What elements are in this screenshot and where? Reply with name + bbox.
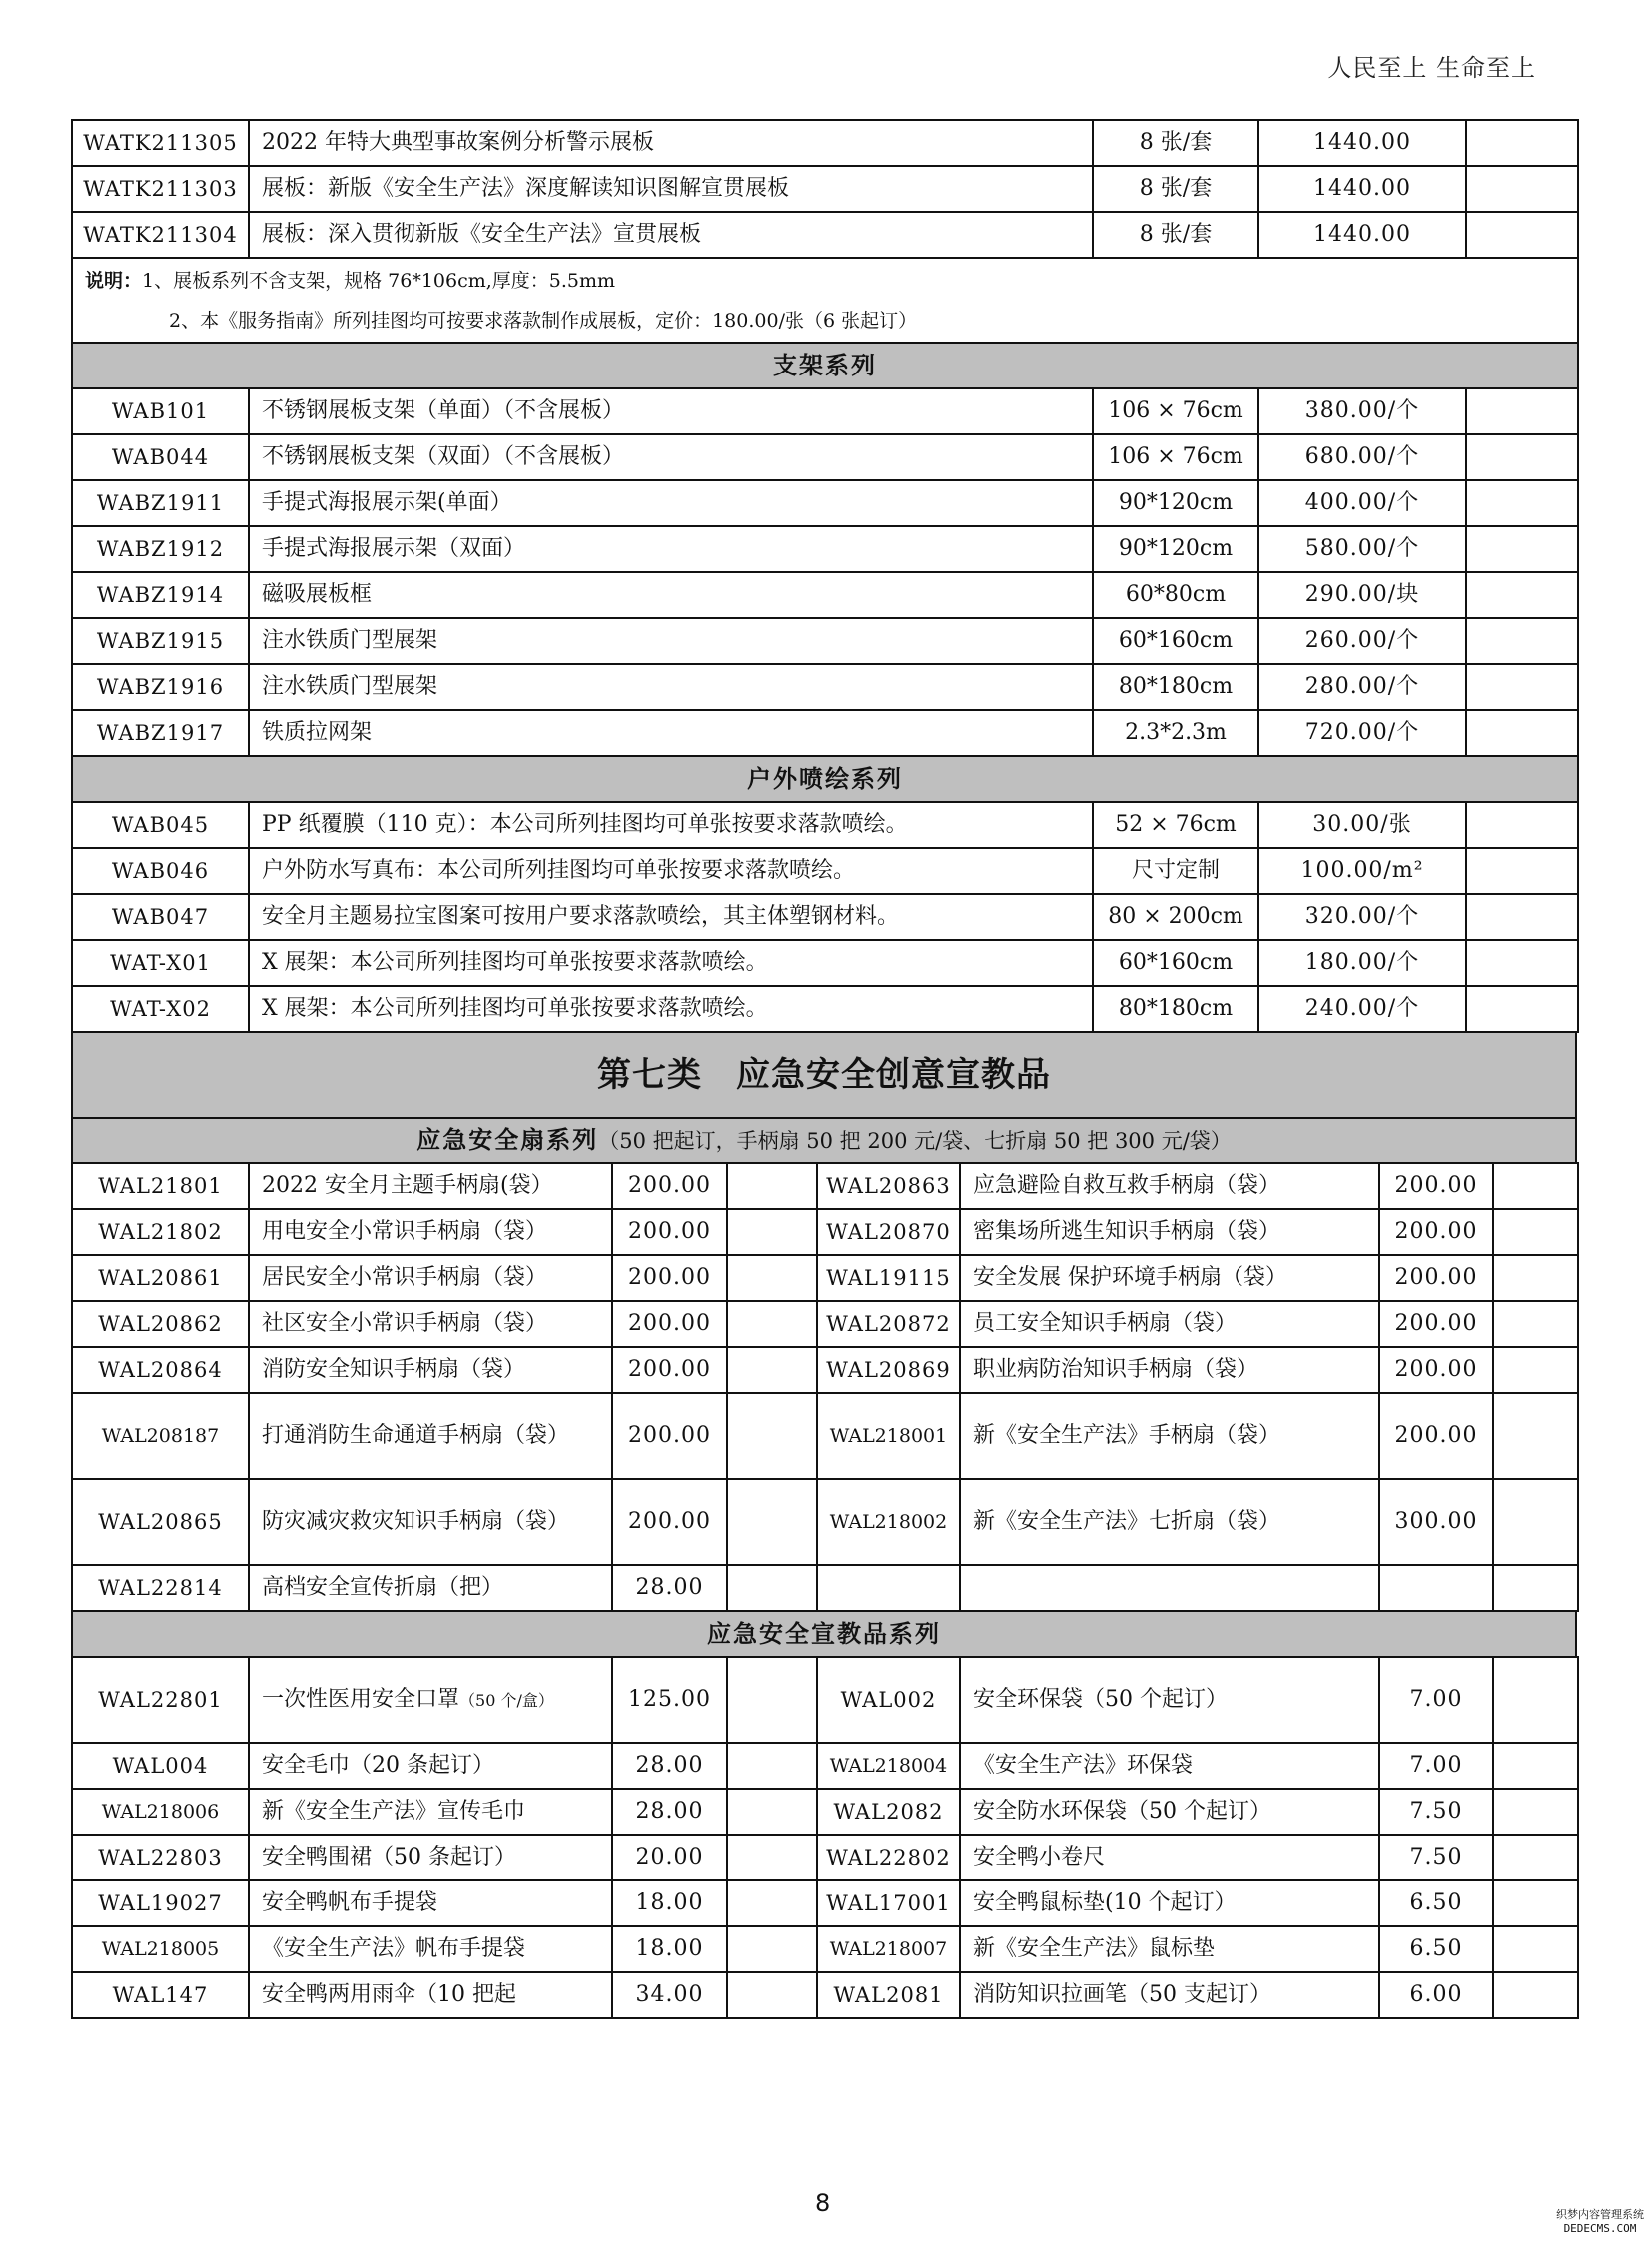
item-name [249,1393,612,1479]
item-name [249,1209,612,1255]
empty-cell [1379,1565,1493,1611]
item-code: WAL17001 [817,1880,960,1926]
empty-cell [1466,848,1578,894]
item-code: WAL20862 [72,1301,249,1347]
item-spec: 106 × 76cm [1093,434,1258,480]
item-price: 200.00 [612,1301,727,1347]
item-spec: 尺寸定制 [1093,848,1258,894]
notes-label: 说明： [85,269,143,292]
item-spec: 80*180cm [1093,986,1258,1032]
item-name-text: 职业病防治知识手柄扇（袋） [973,1357,1259,1382]
empty-cell [1493,1255,1578,1301]
table-row [72,618,1578,664]
section-title: 支架系列 [72,343,1578,388]
item-name-text: 《安全生产法》帆布手提袋 [262,1936,526,1961]
edu-table [71,1656,1579,2019]
item-spec: 80*180cm [1093,664,1258,710]
empty-cell [1493,1163,1578,1209]
section-header-fans [72,1118,1576,1163]
item-spec: 8 张/套 [1093,120,1258,166]
item-name: 展板：深入贯彻新版《安全生产法》宣贯展板 [249,212,1093,258]
item-name-text: 2022 安全月主题手柄扇(袋） [262,1173,553,1198]
empty-cell [1466,986,1578,1032]
item-price: 580.00/个 [1258,526,1466,572]
watermark-line-2: DEDECMS.COM [1563,2222,1637,2235]
item-name: 磁吸展板框 [249,572,1093,618]
notes-line-2: 2、本《服务指南》所列挂图均可按要求落款制作成展板，定价：180.00/张（6 张起订） [169,309,918,332]
item-name [960,1972,1379,2018]
item-name [249,1301,612,1347]
empty-cell [1466,572,1578,618]
item-price: 320.00/个 [1258,894,1466,940]
empty-cell [1493,1565,1578,1611]
item-name: 注水铁质门型展架 [249,618,1093,664]
empty-cell [1493,1301,1578,1347]
item-name [249,1479,612,1565]
item-name-text: 新《安全生产法》宣传毛巾 [262,1799,526,1824]
empty-cell [1493,1835,1578,1880]
item-code: WAL20872 [817,1301,960,1347]
section-title: 户外喷绘系列 [72,756,1578,802]
empty-cell [1493,1209,1578,1255]
item-spec: 60*80cm [1093,572,1258,618]
notes-cell [72,258,1578,343]
table-row [72,940,1578,986]
empty-cell [727,1789,817,1835]
empty-cell [1493,1880,1578,1926]
empty-cell [727,1835,817,1880]
item-name [960,1835,1379,1880]
table-row [72,1163,1578,1209]
item-code: WATK211305 [72,120,249,166]
watermark-logo [1550,2207,1650,2237]
item-name [960,1301,1379,1347]
item-code: WABZ1917 [72,710,249,756]
item-price: 7.00 [1379,1743,1493,1789]
item-code: WAL218006 [72,1789,249,1835]
item-name [960,1393,1379,1479]
empty-cell [1466,710,1578,756]
item-name: 展板：新版《安全生产法》深度解读知识图解宣贯展板 [249,166,1093,212]
item-name [249,1926,612,1972]
item-name [960,1657,1379,1743]
empty-cell [727,1301,817,1347]
table-row [72,1209,1578,1255]
item-price: 260.00/个 [1258,618,1466,664]
item-price: 200.00 [1379,1209,1493,1255]
item-code: WAT-X02 [72,986,249,1032]
item-name: 手提式海报展示架（双面） [249,526,1093,572]
item-code: WABZ1912 [72,526,249,572]
price-list [71,119,1577,2019]
item-name-text: 安全鸭两用雨伞（10 把起 [262,1982,516,2007]
table-row [72,1972,1578,2018]
empty-cell [1493,1479,1578,1565]
item-price: 7.50 [1379,1789,1493,1835]
table-row [72,1565,1578,1611]
item-code: WAL20870 [817,1209,960,1255]
item-code: WAL22803 [72,1835,249,1880]
item-name: 注水铁质门型展架 [249,664,1093,710]
edu-header-table [71,1610,1577,1658]
item-code: WAL20861 [72,1255,249,1301]
table-row [72,120,1578,166]
empty-cell [1493,1926,1578,1972]
item-price: 1440.00 [1258,166,1466,212]
notes-line-1: 1、展板系列不含支架，规格 76*106cm,厚度：5.5mm [142,269,616,292]
table-row [72,1479,1578,1565]
item-code: WAB045 [72,802,249,848]
item-name: 铁质拉网架 [249,710,1093,756]
section-title-cell [72,1118,1576,1163]
empty-cell [727,1393,817,1479]
watermark-line-1: 织梦内容管理系统 [1556,2208,1644,2221]
empty-cell [727,1657,817,1743]
item-code: WAL2081 [817,1972,960,2018]
item-name-text: 安全鸭鼠标垫(10 个起订） [973,1890,1237,1915]
table-row [72,434,1578,480]
item-code: WAL20865 [72,1479,249,1565]
table-row [72,1743,1578,1789]
item-name [960,1926,1379,1972]
empty-cell [727,1209,817,1255]
item-name [960,1743,1379,1789]
item-name-text: 新《安全生产法》鼠标垫 [973,1936,1216,1961]
item-code: WAB101 [72,388,249,434]
item-name [249,1743,612,1789]
table-row [72,572,1578,618]
item-code: WAL2082 [817,1789,960,1835]
table-row [72,710,1578,756]
table-row [72,166,1578,212]
empty-cell [727,1565,817,1611]
empty-cell [727,1255,817,1301]
item-code: WAB044 [72,434,249,480]
table-row [72,664,1578,710]
empty-cell [1466,526,1578,572]
item-name: X 展架：本公司所列挂图均可单张按要求落款喷绘。 [249,940,1093,986]
item-price: 28.00 [612,1743,727,1789]
empty-cell [1466,120,1578,166]
item-name-text: 新《安全生产法》七折扇（袋） [973,1509,1281,1534]
item-spec: 106 × 76cm [1093,388,1258,434]
item-name-text: 应急避险自救互救手柄扇（袋） [973,1173,1281,1198]
empty-cell [1493,1657,1578,1743]
item-price: 6.50 [1379,1880,1493,1926]
item-name [960,1209,1379,1255]
item-code: WABZ1911 [72,480,249,526]
section-header-edu [72,1611,1576,1657]
item-price: 240.00/个 [1258,986,1466,1032]
item-price: 20.00 [612,1835,727,1880]
item-price: 400.00/个 [1258,480,1466,526]
item-code: WABZ1914 [72,572,249,618]
item-code: WAL218002 [817,1479,960,1565]
section-header-stands [72,343,1578,388]
item-note: （50 个/盒） [459,1690,554,1710]
item-code: WAL19115 [817,1255,960,1301]
table-row [72,986,1578,1032]
item-name [249,1972,612,2018]
item-name [249,1347,612,1393]
table-row [72,480,1578,526]
item-name-text: 安全鸭围裙（50 条起订） [262,1845,516,1869]
item-price: 7.50 [1379,1835,1493,1880]
table-row [72,1347,1578,1393]
item-name-text: 安全防水环保袋（50 个起订） [973,1799,1271,1824]
item-name: X 展架：本公司所列挂图均可单张按要求落款喷绘。 [249,986,1093,1032]
empty-cell [1493,1347,1578,1393]
item-spec: 90*120cm [1093,480,1258,526]
item-price: 200.00 [612,1347,727,1393]
item-code: WATK211303 [72,166,249,212]
item-price: 1440.00 [1258,120,1466,166]
table-row [72,1393,1578,1479]
item-code: WAL20863 [817,1163,960,1209]
item-price: 680.00/个 [1258,434,1466,480]
item-code: WAL22801 [72,1657,249,1743]
item-price: 7.00 [1379,1657,1493,1743]
item-price: 200.00 [612,1255,727,1301]
item-name-text: 消防安全知识手柄扇（袋） [262,1357,526,1382]
item-price: 200.00 [612,1163,727,1209]
item-price: 100.00/m² [1258,848,1466,894]
section-subtitle: （50 把起订，手柄扇 50 把 200 元/袋、七折扇 50 把 300 元/袋） [598,1128,1232,1153]
item-name-text: 员工安全知识手柄扇（袋） [973,1311,1238,1336]
item-price: 200.00 [612,1479,727,1565]
fans-table [71,1162,1579,1612]
item-name-text: 用电安全小常识手柄扇（袋） [262,1219,548,1244]
item-code: WABZ1916 [72,664,249,710]
section-title: 应急安全扇系列 [416,1124,599,1154]
empty-cell [1466,802,1578,848]
item-name [960,1163,1379,1209]
item-price: 34.00 [612,1972,727,2018]
item-name-text: 安全环保袋（50 个起订） [973,1687,1228,1712]
item-name [249,1789,612,1835]
item-price: 200.00 [1379,1163,1493,1209]
empty-cell [1466,388,1578,434]
table-row [72,526,1578,572]
item-spec: 60*160cm [1093,618,1258,664]
item-name-text: 社区安全小常识手柄扇（袋） [262,1311,548,1336]
item-price: 720.00/个 [1258,710,1466,756]
item-code: WAL147 [72,1972,249,2018]
item-price: 200.00 [612,1209,727,1255]
item-price: 6.00 [1379,1972,1493,2018]
item-name: 2022 年特大典型事故案例分析警示展板 [249,120,1093,166]
item-name: 户外防水写真布：本公司所列挂图均可单张按要求落款喷绘。 [249,848,1093,894]
item-code: WAT-X01 [72,940,249,986]
item-name-text: 密集场所逃生知识手柄扇（袋） [973,1219,1281,1244]
table-row [72,894,1578,940]
item-name-text: 安全鸭帆布手提袋 [262,1890,438,1915]
empty-cell [727,1163,817,1209]
item-name [960,1347,1379,1393]
item-code: WAL22802 [817,1835,960,1880]
table-row [72,1880,1578,1926]
item-code: WAL22814 [72,1565,249,1611]
item-name-text: 防灾减灾救灾知识手柄扇（袋） [262,1509,570,1534]
item-price: 200.00 [1379,1301,1493,1347]
item-code: WAL19027 [72,1880,249,1926]
item-name-text: 打通消防生命通道手柄扇（袋） [262,1423,570,1448]
item-price: 6.50 [1379,1926,1493,1972]
item-name [249,1657,612,1743]
item-name-text: 安全发展 保护环境手柄扇（袋） [973,1265,1287,1290]
category-number: 第七类 [597,1055,702,1095]
empty-cell [727,1926,817,1972]
item-name-text: 《安全生产法》环保袋 [973,1753,1194,1778]
notes-row [72,258,1578,343]
empty-cell [727,1347,817,1393]
empty-cell [1466,940,1578,986]
empty-cell [1493,1743,1578,1789]
item-code: WAL218004 [817,1743,960,1789]
item-price: 280.00/个 [1258,664,1466,710]
item-name-text: 安全鸭小卷尺 [973,1845,1106,1869]
category-title [72,1032,1576,1118]
item-price: 200.00 [612,1393,727,1479]
table-row [72,1657,1578,1743]
table-row [72,1301,1578,1347]
item-name-text: 安全毛巾（20 条起订） [262,1753,494,1778]
item-code: WATK211304 [72,212,249,258]
table-row [72,1255,1578,1301]
item-price: 290.00/块 [1258,572,1466,618]
item-price: 300.00 [1379,1479,1493,1565]
table-row [72,1926,1578,1972]
item-name-text: 高档安全宣传折扇（把） [262,1575,504,1600]
item-name [960,1789,1379,1835]
item-price: 30.00/张 [1258,802,1466,848]
item-price: 28.00 [612,1565,727,1611]
item-spec: 8 张/套 [1093,166,1258,212]
item-name-text: 一次性医用安全口罩 [262,1686,460,1712]
item-spec: 8 张/套 [1093,212,1258,258]
empty-cell [817,1565,960,1611]
stands-table [71,387,1579,803]
item-price: 1440.00 [1258,212,1466,258]
empty-cell [727,1743,817,1789]
item-code: WAB046 [72,848,249,894]
item-name: PP 纸覆膜（110 克）：本公司所列挂图均可单张按要求落款喷绘。 [249,802,1093,848]
empty-cell [1466,480,1578,526]
empty-cell [1493,1789,1578,1835]
item-code: WAL20869 [817,1347,960,1393]
item-code: WAB047 [72,894,249,940]
item-name [960,1255,1379,1301]
outdoor-table [71,801,1579,1033]
category-name: 应急安全创意宣教品 [736,1055,1051,1095]
item-name: 不锈钢展板支架（双面）（不含展板） [249,434,1093,480]
section-header-outdoor [72,756,1578,802]
item-name [249,1163,612,1209]
empty-cell [1466,212,1578,258]
item-price: 200.00 [1379,1255,1493,1301]
item-code: WAL218005 [72,1926,249,1972]
item-code: WAL21801 [72,1163,249,1209]
item-name [249,1255,612,1301]
item-code: WAL21802 [72,1209,249,1255]
item-price: 18.00 [612,1926,727,1972]
table-row [72,212,1578,258]
empty-cell [1466,618,1578,664]
table-row [72,1789,1578,1835]
item-price: 28.00 [612,1789,727,1835]
empty-cell [960,1565,1379,1611]
item-name: 不锈钢展板支架（单面）（不含展板） [249,388,1093,434]
item-code: WABZ1915 [72,618,249,664]
empty-cell [1493,1972,1578,2018]
item-name-text: 消防知识拉画笔（50 支起订） [973,1982,1271,2007]
item-name [249,1565,612,1611]
item-name [960,1880,1379,1926]
table-row [72,1835,1578,1880]
item-code: WAL208187 [72,1393,249,1479]
category-title-row [72,1032,1576,1118]
item-price: 380.00/个 [1258,388,1466,434]
empty-cell [1466,166,1578,212]
table-row [72,802,1578,848]
empty-cell [727,1880,817,1926]
item-price: 125.00 [612,1657,727,1743]
item-name-text: 居民安全小常识手柄扇（袋） [262,1265,548,1290]
page-number: 8 [815,2189,831,2217]
table-row [72,848,1578,894]
item-spec: 90*120cm [1093,526,1258,572]
empty-cell [1466,894,1578,940]
item-code: WAL004 [72,1743,249,1789]
item-price: 200.00 [1379,1347,1493,1393]
boards-table [71,119,1579,389]
item-code: WAL218001 [817,1393,960,1479]
table-row [72,388,1578,434]
item-name [960,1479,1379,1565]
item-spec: 80 × 200cm [1093,894,1258,940]
item-price: 18.00 [612,1880,727,1926]
item-name: 手提式海报展示架(单面） [249,480,1093,526]
item-code: WAL20864 [72,1347,249,1393]
item-spec: 2.3*2.3m [1093,710,1258,756]
item-price: 180.00/个 [1258,940,1466,986]
empty-cell [1466,434,1578,480]
header-slogan: 人民至上 生命至上 [1327,54,1536,82]
item-spec: 52 × 76cm [1093,802,1258,848]
item-name: 安全月主题易拉宝图案可按用户要求落款喷绘，其主体塑钢材料。 [249,894,1093,940]
empty-cell [727,1972,817,2018]
item-code: WAL002 [817,1657,960,1743]
empty-cell [1466,664,1578,710]
section-title: 应急安全宣教品系列 [72,1611,1576,1657]
empty-cell [1493,1393,1578,1479]
category-title-table [71,1031,1577,1164]
item-name [249,1880,612,1926]
item-spec: 60*160cm [1093,940,1258,986]
item-code: WAL218007 [817,1926,960,1972]
empty-cell [727,1479,817,1565]
item-price: 200.00 [1379,1393,1493,1479]
item-name-text: 新《安全生产法》手柄扇（袋） [973,1423,1281,1448]
item-name [249,1835,612,1880]
